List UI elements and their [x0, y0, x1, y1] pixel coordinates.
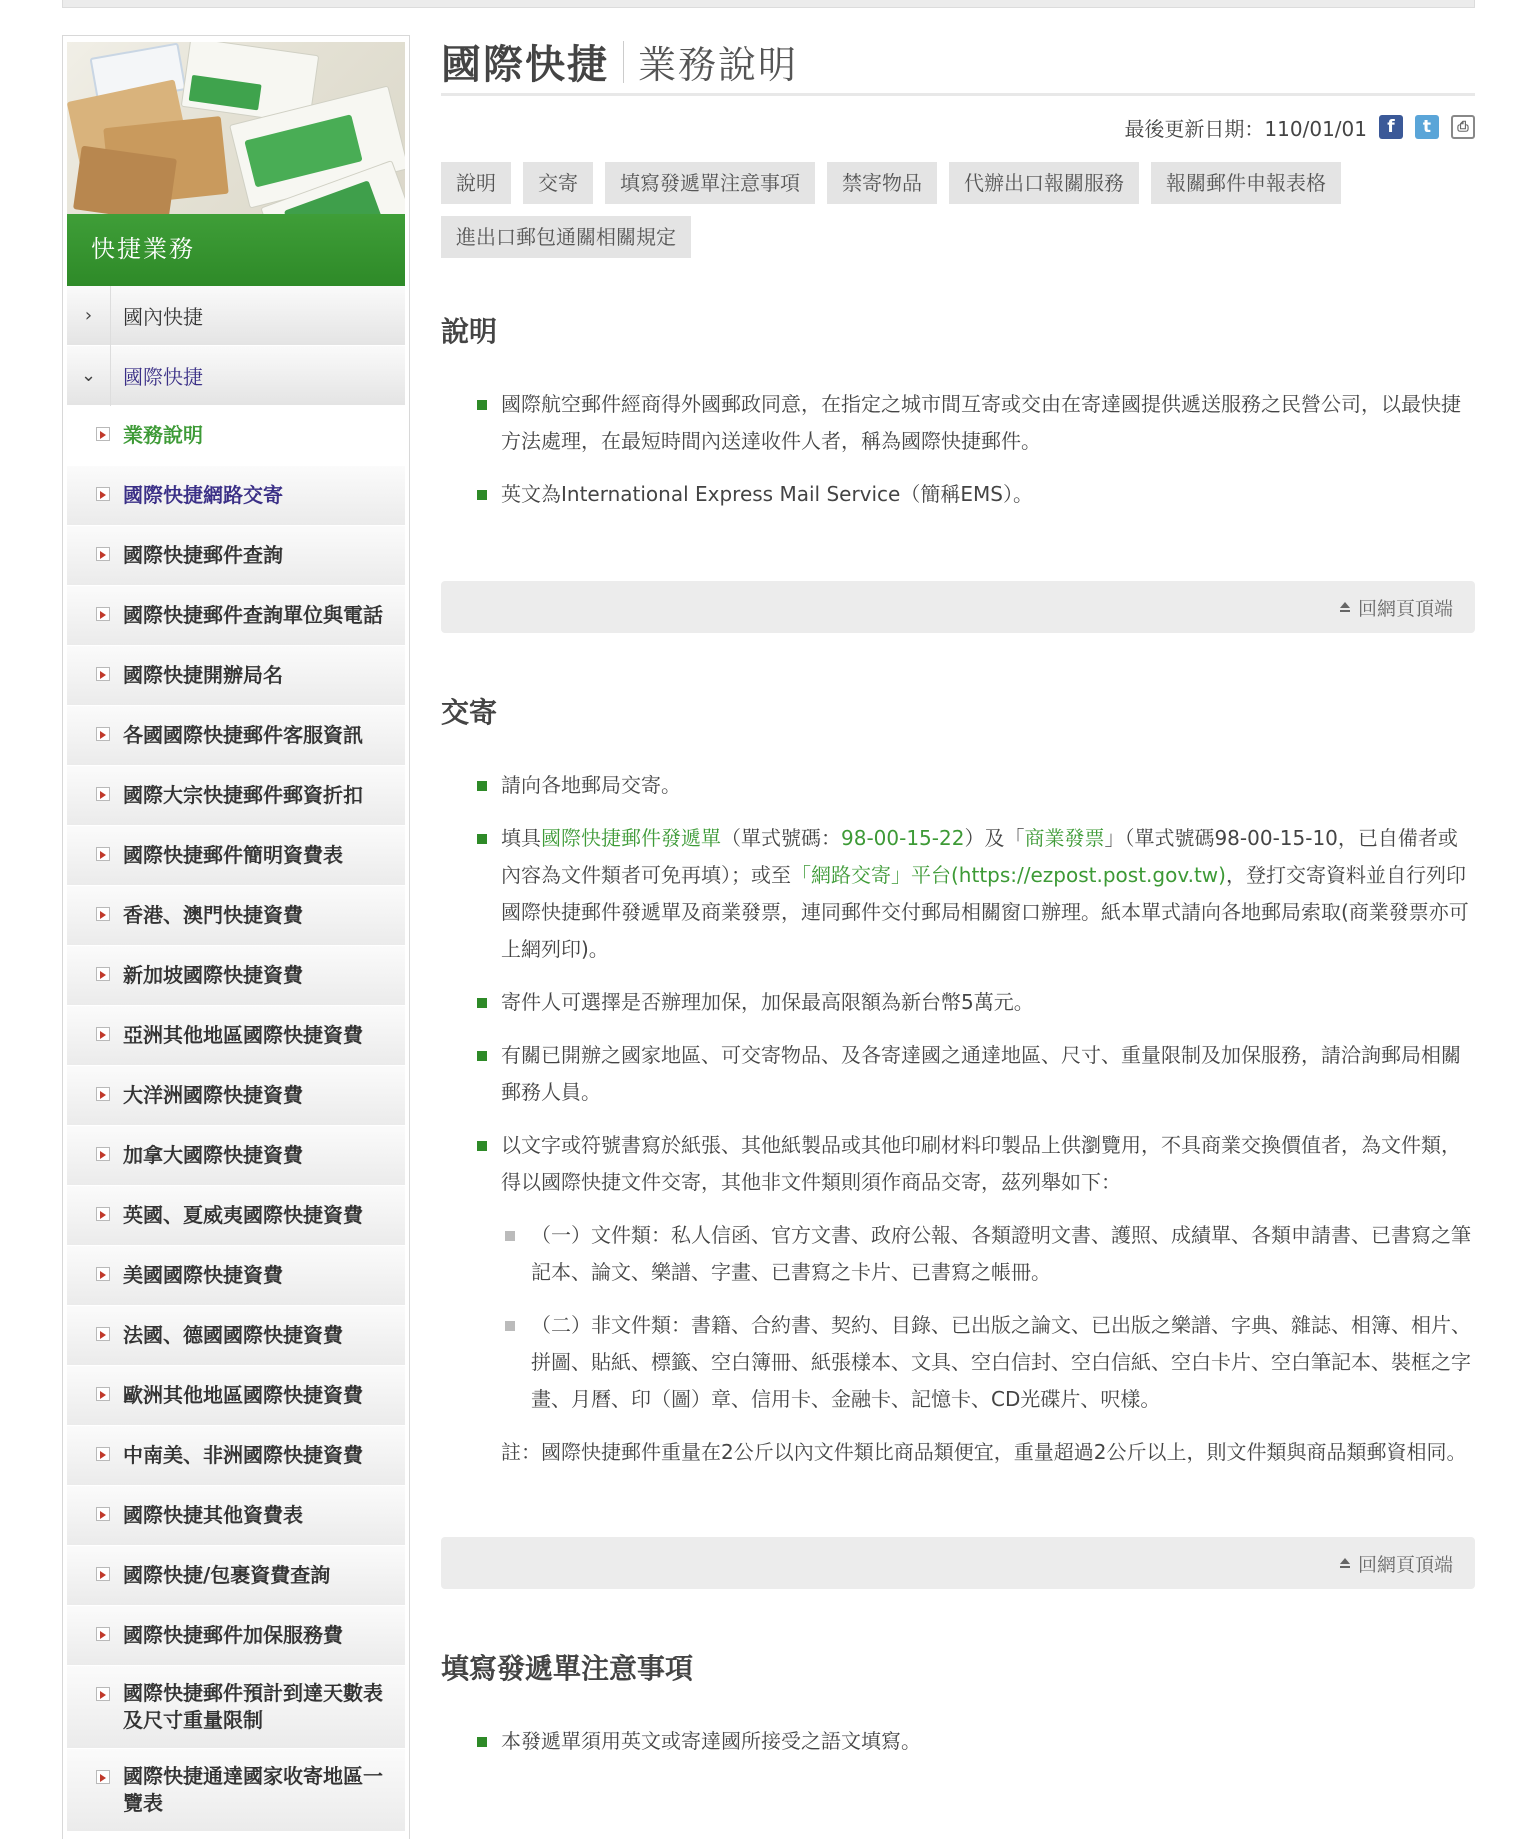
- section-title-fill-form: 填寫發遞單注意事項: [441, 1652, 694, 1685]
- tab-fill-form[interactable]: 填寫發遞單注意事項: [605, 162, 815, 204]
- list-item: 以文字或符號書寫於紙張、其他紙製品或其他印刷材料印製品上供瀏覽用，不具商業交換價值者，為文件類，得以國際快捷文件交寄，其他非文件類則須作商品交寄，茲列舉如下：: [441, 1127, 1475, 1201]
- sidebar-subitem-label: 香港、澳門快捷資費: [123, 903, 303, 927]
- arrow-right-icon: [96, 1567, 110, 1581]
- send-note: 註：國際快捷郵件重量在2公斤以內文件類比商品類便宜，重量超過2公斤以上，則文件類與商品類郵資相同。: [501, 1440, 1467, 1464]
- facebook-share-icon[interactable]: f: [1379, 115, 1403, 139]
- page-header: [441, 30, 1475, 96]
- sidebar-subitem[interactable]: [67, 706, 405, 766]
- sidebar-subitem-label: 國際快捷郵件簡明資費表: [123, 843, 343, 867]
- arrow-right-icon: [96, 667, 110, 681]
- sidebar: [62, 35, 410, 1839]
- arrow-right-icon: [96, 1327, 110, 1341]
- sidebar-subitem-label: 業務說明: [123, 423, 203, 447]
- list-item: 有關已開辦之國家地區、可交寄物品、及各寄達國之通達地區、尺寸、重量限制及加保服務，請洽詢郵局相關郵務人員。: [441, 1037, 1475, 1111]
- sidebar-subitem-label: 大洋洲國際快捷資費: [123, 1083, 303, 1107]
- arrow-right-icon: [96, 727, 110, 741]
- list-item: 寄件人可選擇是否辦理加保，加保最高限額為新台幣5萬元。: [441, 984, 1475, 1021]
- arrow-right-icon: [96, 907, 110, 921]
- arrow-right-icon: [96, 787, 110, 801]
- sidebar-subitem-label: 國際快捷/包裹資費查詢: [123, 1563, 331, 1587]
- sidebar-subitem-label: 國際快捷郵件查詢: [123, 543, 283, 567]
- chevron-down-icon: ⌄: [67, 346, 111, 406]
- online-posting-link[interactable]: 「網路交寄」平台(https://ezpost.post.gov.tw): [791, 863, 1226, 887]
- sidebar-submenu: [67, 406, 405, 1832]
- sidebar-subitem-label: 英國、夏威夷國際快捷資費: [123, 1203, 363, 1227]
- print-icon[interactable]: ⎙: [1451, 115, 1475, 139]
- commercial-invoice-link[interactable]: 商業發票: [1024, 826, 1105, 850]
- sidebar-subitem-label: 國際快捷網路交寄: [123, 483, 283, 507]
- sidebar-subitem[interactable]: [67, 1366, 405, 1426]
- chevron-right-icon: ›: [67, 286, 111, 346]
- text: 」（單式號碼98-00-15-10，已自備者或內容為文件類者可免再填）；或至: [501, 826, 1458, 887]
- section-tabs: [441, 162, 1401, 258]
- meta-row: [441, 96, 1475, 158]
- send-list: [441, 767, 1475, 1201]
- arrow-right-icon: [96, 547, 110, 561]
- sidebar-subitem[interactable]: [67, 646, 405, 706]
- list-item: （二）非文件類：書籍、合約書、契約、目錄、已出版之論文、已出版之樂譜、字典、雜誌、相簿、相片、拼圖、貼紙、標籤、空白簿冊、紙張樣本、文具、空白信封、空白信紙、空白卡片、空白筆記本、裝框之字畫、月曆、印（圖）章、信用卡、金融卡、記憶卡、CD光碟片、呎樣。: [441, 1307, 1475, 1418]
- sidebar-subitem-label: 中南美、非洲國際快捷資費: [123, 1443, 363, 1467]
- sidebar-subitem-label: 歐洲其他地區國際快捷資費: [123, 1383, 363, 1407]
- list-item: [441, 820, 1475, 968]
- sidebar-subitem-label: 國際快捷開辦局名: [123, 663, 283, 687]
- sidebar-subitem[interactable]: [67, 466, 405, 526]
- sidebar-subitem[interactable]: [67, 526, 405, 586]
- sidebar-subitem[interactable]: [67, 1246, 405, 1306]
- sidebar-subitem[interactable]: [67, 1606, 405, 1666]
- back-to-top-bar: [441, 1537, 1475, 1589]
- twitter-share-icon[interactable]: t: [1415, 115, 1439, 139]
- sidebar-subitem[interactable]: [67, 1126, 405, 1186]
- arrow-right-icon: [96, 1627, 110, 1641]
- sidebar-subitem[interactable]: [67, 1006, 405, 1066]
- sidebar-item-label: 國內快捷: [123, 305, 203, 329]
- arrow-right-icon: [96, 1447, 110, 1461]
- sidebar-subitem-label: 美國國際快捷資費: [123, 1263, 283, 1287]
- list-item: 請向各地郵局交寄。: [441, 767, 1475, 804]
- arrow-right-icon: [96, 1087, 110, 1101]
- arrow-right-icon: [96, 1027, 110, 1041]
- sidebar-subitem[interactable]: [67, 1486, 405, 1546]
- arrow-right-icon: [96, 1687, 110, 1701]
- list-item: 國際航空郵件經商得外國郵政同意，在指定之城市間互寄或交由在寄達國提供遞送服務之民營公司，以最快捷方法處理，在最短時間內送達收件人者，稱為國際快捷郵件。: [441, 386, 1475, 460]
- sidebar-item-domestic-express[interactable]: [67, 286, 405, 346]
- arrow-right-icon: [96, 967, 110, 981]
- arrow-right-icon: [96, 1267, 110, 1281]
- tab-import-export-rules[interactable]: 進出口郵包通關相關規定: [441, 216, 691, 258]
- back-to-top-link[interactable]: 回網頁頂端: [1357, 597, 1453, 620]
- sidebar-subitem[interactable]: [67, 1666, 405, 1749]
- section-title-description: 說明: [441, 315, 498, 348]
- text: 填具: [501, 826, 541, 850]
- text: ）及「: [964, 826, 1025, 850]
- arrow-up-icon: [1338, 600, 1352, 614]
- arrow-right-icon: [96, 1507, 110, 1521]
- arrow-right-icon: [96, 1207, 110, 1221]
- sidebar-subitem[interactable]: [67, 1066, 405, 1126]
- back-to-top-link[interactable]: 回網頁頂端: [1357, 1553, 1453, 1576]
- tab-send[interactable]: 交寄: [523, 162, 593, 204]
- text: ，登打交寄資料並自行列印國際快捷郵件發遞單及商業發票，連同郵件交付郵局相關窗口辦理。紙本單式請向各地郵局索取(商業發票亦可上網列印)。: [501, 863, 1469, 961]
- section-title-send: 交寄: [441, 696, 498, 729]
- sidebar-subitem[interactable]: [67, 1749, 405, 1832]
- sidebar-subitem[interactable]: [67, 946, 405, 1006]
- main-content: [441, 30, 1475, 1760]
- sidebar-subitem-label: 法國、德國國際快捷資費: [123, 1323, 343, 1347]
- arrow-right-icon: [96, 487, 110, 501]
- sidebar-title: 快捷業務: [67, 214, 405, 286]
- list-item: 本發遞單須用英文或寄達國所接受之語文填寫。: [441, 1723, 1475, 1760]
- arrow-right-icon: [96, 847, 110, 861]
- text: （單式號碼：: [721, 826, 841, 850]
- arrow-right-icon: [96, 1387, 110, 1401]
- sidebar-subitem-label: 加拿大國際快捷資費: [123, 1143, 303, 1167]
- sidebar-subitem-label: 國際快捷郵件加保服務費: [123, 1623, 343, 1647]
- sidebar-subitem[interactable]: [67, 1186, 405, 1246]
- sidebar-subitem[interactable]: [67, 1306, 405, 1366]
- ems-form-link[interactable]: 國際快捷郵件發遞單: [541, 826, 721, 850]
- send-sub-list: [441, 1217, 1475, 1418]
- sidebar-subitem-label: 國際快捷通達國家收寄地區一覽表: [123, 1764, 383, 1815]
- sidebar-subitem[interactable]: [67, 766, 405, 826]
- sidebar-subitem-label: 國際快捷郵件查詢單位與電話: [123, 603, 383, 627]
- sidebar-subitem[interactable]: [67, 406, 405, 466]
- arrow-right-icon: [96, 427, 110, 441]
- sidebar-subitem-label: 國際大宗快捷郵件郵資折扣: [123, 783, 363, 807]
- list-item: （一）文件類：私人信函、官方文書、政府公報、各類證明文書、護照、成績單、各類申請書、已書寫之筆記本、論文、樂譜、字畫、已書寫之卡片、已書寫之帳冊。: [441, 1217, 1475, 1291]
- last-updated: 最後更新日期：110/01/01: [1124, 116, 1367, 141]
- sidebar-subitem[interactable]: [67, 886, 405, 946]
- sidebar-subitem-label: 新加坡國際快捷資費: [123, 963, 303, 987]
- list-item: 英文為International Express Mail Service（簡稱EMS）。: [441, 476, 1475, 513]
- title-divider: [623, 41, 624, 83]
- sidebar-subitem-label: 國際快捷其他資費表: [123, 1503, 303, 1527]
- tab-customs-forms[interactable]: 報關郵件申報表格: [1151, 162, 1341, 204]
- arrow-up-icon: [1338, 1556, 1352, 1570]
- top-bar: [62, 0, 1475, 8]
- form-number-link[interactable]: 98-00-15-22: [841, 826, 965, 850]
- arrow-right-icon: [96, 1147, 110, 1161]
- sidebar-item-label: 國際快捷: [123, 365, 203, 389]
- sidebar-menu: [67, 286, 405, 1832]
- tab-prohibited[interactable]: 禁寄物品: [827, 162, 937, 204]
- sidebar-subitem[interactable]: [67, 826, 405, 886]
- page-title: 國際快捷: [441, 42, 609, 88]
- sidebar-item-international-express[interactable]: [67, 346, 405, 406]
- sidebar-subitem-label: 亞洲其他地區國際快捷資費: [123, 1023, 363, 1047]
- back-to-top-bar: [441, 581, 1475, 633]
- arrow-right-icon: [96, 607, 110, 621]
- tab-description[interactable]: 說明: [441, 162, 511, 204]
- sidebar-subitem-label: 各國國際快捷郵件客服資訊: [123, 723, 363, 747]
- fill-form-list: [441, 1723, 1475, 1760]
- tab-customs-service[interactable]: 代辦出口報關服務: [949, 162, 1139, 204]
- sidebar-subitem[interactable]: [67, 586, 405, 646]
- page-subtitle: 業務說明: [638, 43, 799, 87]
- arrow-right-icon: [96, 1770, 110, 1784]
- sidebar-subitem-label: 國際快捷郵件預計到達天數表及尺寸重量限制: [123, 1681, 383, 1732]
- sidebar-subitem[interactable]: [67, 1546, 405, 1606]
- sidebar-subitem[interactable]: [67, 1426, 405, 1486]
- description-list: [441, 386, 1475, 513]
